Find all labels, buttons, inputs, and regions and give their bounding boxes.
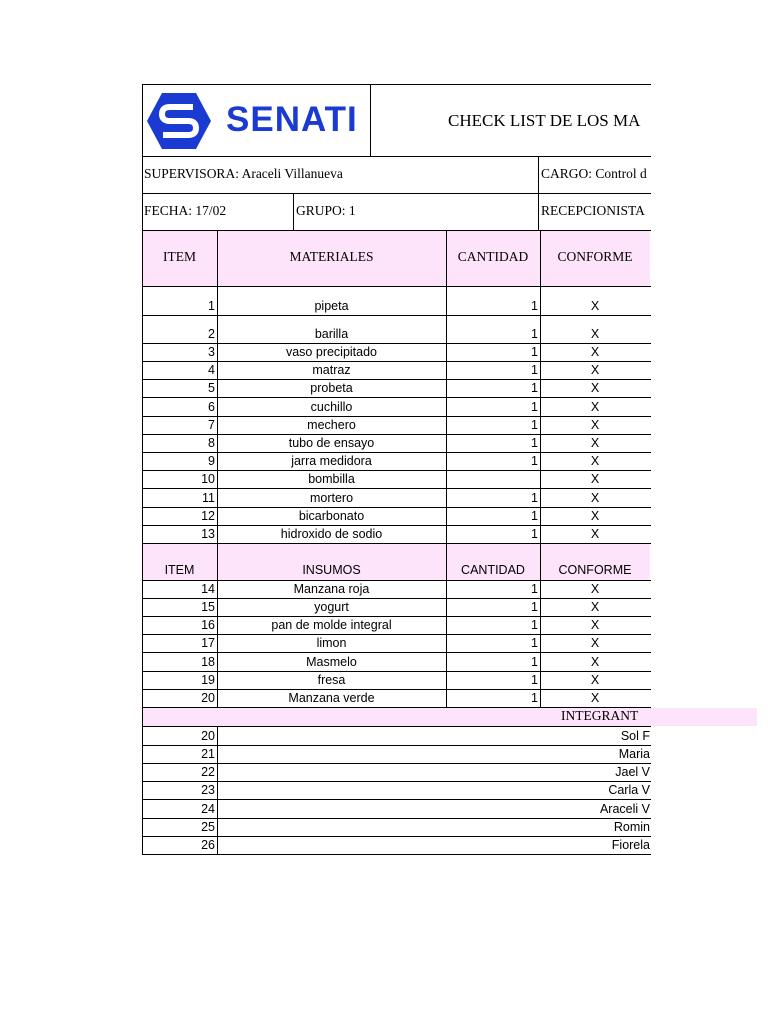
table-cell-conforme: X <box>590 381 600 395</box>
integrantes-header-cell <box>142 707 651 726</box>
col-line <box>540 230 541 544</box>
table-cell-member <box>218 819 650 836</box>
supervisor-label: SUPERVISORA: Araceli Villanueva <box>144 166 343 181</box>
table-cell-cantidad: 1 <box>531 600 538 614</box>
table-cell-name: probeta <box>310 381 353 395</box>
table-cell-conforme: X <box>590 491 600 505</box>
table-cell-item: 1 <box>208 299 215 313</box>
recepcionista-label: RECEPCIONISTA <box>541 203 645 218</box>
materiales-header-item: ITEM <box>163 249 196 264</box>
table-cell-member <box>218 837 650 854</box>
fecha-label: FECHA: 17/02 <box>144 203 227 218</box>
materiales-header-cantidad: CANTIDAD <box>457 249 529 264</box>
row-line <box>142 343 651 344</box>
table-cell-item: 2 <box>208 327 215 341</box>
row-line <box>142 488 651 489</box>
table-cell-conforme: X <box>590 691 600 705</box>
grupo-label: GRUPO: 1 <box>296 203 356 218</box>
table-cell-conforme: X <box>590 400 600 414</box>
member-name: Jael V <box>615 765 650 779</box>
table-cell-name: vaso precipitado <box>285 345 378 359</box>
table-cell-conforme: X <box>590 345 600 359</box>
table-cell-item: 25 <box>201 820 215 834</box>
insumos-header-name: INSUMOS <box>302 563 361 577</box>
table-cell-conforme: X <box>590 472 600 486</box>
cargo-cell <box>539 157 650 193</box>
row-line <box>142 286 651 287</box>
table-cell-name: hidroxido de sodio <box>280 527 383 541</box>
table-cell-name: bombilla <box>308 472 355 486</box>
col-line <box>217 230 218 544</box>
col-line <box>446 544 447 707</box>
materiales-header-name: MATERIALES <box>289 249 374 264</box>
table-cell-conforme: X <box>590 418 600 432</box>
row-line <box>142 580 651 581</box>
row-line <box>142 416 651 417</box>
table-cell-name: Manzana verde <box>288 691 375 705</box>
row-line <box>142 671 651 672</box>
row-line <box>142 689 651 690</box>
table-cell-item: 12 <box>201 509 215 523</box>
table-cell-item: 6 <box>208 400 215 414</box>
insumos-header-item: ITEM <box>164 563 195 577</box>
recepcionista-cell <box>539 194 650 230</box>
table-cell-cantidad: 1 <box>531 299 538 313</box>
member-name: Carla V <box>608 783 650 797</box>
member-name: Fiorela <box>611 838 650 852</box>
table-cell-item: 8 <box>208 436 215 450</box>
table-cell-member <box>218 764 650 781</box>
table-cell-conforme: X <box>590 673 600 687</box>
row-line <box>142 525 651 526</box>
table-cell-conforme: X <box>590 299 600 313</box>
table-cell-item: 23 <box>201 783 215 797</box>
table-cell-cantidad: 1 <box>531 509 538 523</box>
table-cell-cantidad: 1 <box>531 655 538 669</box>
row-line <box>142 452 651 453</box>
table-cell-cantidad: 1 <box>531 381 538 395</box>
insumos-header-conforme: CONFORME <box>558 563 632 577</box>
table-cell-cantidad: 1 <box>531 327 538 341</box>
table-cell-name: limon <box>316 636 347 650</box>
table-cell-cantidad: 1 <box>531 400 538 414</box>
table-cell-name: pan de molde integral <box>271 618 392 632</box>
table-cell-conforme: X <box>590 363 600 377</box>
member-name: Maria <box>618 747 650 761</box>
table-cell-item: 16 <box>201 618 215 632</box>
senati-logo <box>146 92 366 152</box>
table-cell-conforme: X <box>590 618 600 632</box>
table-cell-item: 26 <box>201 838 215 852</box>
row-line <box>142 379 651 380</box>
row-line <box>142 652 651 653</box>
table-cell-cantidad: 1 <box>531 345 538 359</box>
insumos-header-cantidad: CANTIDAD <box>461 563 525 577</box>
member-name: Romin <box>613 820 650 834</box>
table-cell-name: cuchillo <box>310 400 353 414</box>
row-line <box>142 507 651 508</box>
table-cell-name: bicarbonato <box>298 509 365 523</box>
table-cell-item: 17 <box>201 636 215 650</box>
table-cell-name: fresa <box>317 673 346 687</box>
document-title: CHECK LIST DE LOS MA <box>448 111 641 130</box>
row-line <box>142 315 651 316</box>
table-cell-name: pipeta <box>314 299 349 313</box>
table-cell-item: 22 <box>201 765 215 779</box>
table-cell-cantidad: 1 <box>531 636 538 650</box>
col-line <box>293 193 294 230</box>
col-line <box>217 544 218 707</box>
title-cell <box>371 84 650 156</box>
table-cell-name: tubo de ensayo <box>288 436 375 450</box>
table-cell-name: yogurt <box>314 600 349 614</box>
table-cell-item: 3 <box>208 345 215 359</box>
table-cell-item: 24 <box>201 802 215 816</box>
table-cell-conforme: X <box>590 636 600 650</box>
logo-text: SENATI <box>226 100 358 139</box>
table-cell-name: barilla <box>314 327 349 341</box>
col-line <box>446 230 447 544</box>
integrantes-header: INTEGRANT <box>561 708 639 723</box>
row-line <box>142 598 651 599</box>
col-line <box>540 544 541 707</box>
materiales-header-conforme: CONFORME <box>557 249 633 264</box>
table-cell-member <box>218 727 650 745</box>
row-line <box>142 854 651 855</box>
table-cell-cantidad: 1 <box>531 527 538 541</box>
table-cell-item: 20 <box>201 691 215 705</box>
table-cell-conforme: X <box>590 655 600 669</box>
table-cell-cantidad: 1 <box>531 691 538 705</box>
table-cell-name: Masmelo <box>306 655 357 669</box>
table-cell-item: 20 <box>201 729 215 743</box>
row-line <box>142 397 651 398</box>
table-cell-name: mortero <box>309 491 354 505</box>
table-cell-member <box>218 746 650 763</box>
table-cell-item: 15 <box>201 600 215 614</box>
table-cell-item: 13 <box>201 527 215 541</box>
table-cell-item: 21 <box>201 747 215 761</box>
row-line <box>142 634 651 635</box>
table-cell-item: 4 <box>208 363 215 377</box>
table-cell-conforme: X <box>590 600 600 614</box>
table-cell-item: 19 <box>201 673 215 687</box>
table-cell-conforme: X <box>590 454 600 468</box>
table-cell-name: matraz <box>312 363 351 377</box>
table-cell-cantidad: 1 <box>531 418 538 432</box>
table-cell-name: mechero <box>307 418 356 432</box>
table-cell-cantidad: 1 <box>531 618 538 632</box>
table-cell-item: 7 <box>208 418 215 432</box>
table-cell-item: 9 <box>208 454 215 468</box>
senati-logo-icon <box>146 92 212 150</box>
row-line <box>142 361 651 362</box>
table-cell-cantidad: 1 <box>531 454 538 468</box>
table-cell-item: 14 <box>201 582 215 596</box>
table-cell-cantidad: 1 <box>531 582 538 596</box>
table-cell-member <box>218 782 650 799</box>
table-cell-conforme: X <box>590 509 600 523</box>
table-cell-item: 11 <box>202 491 215 505</box>
row-line <box>142 434 651 435</box>
member-name: Sol F <box>620 729 650 743</box>
table-cell-name: Manzana roja <box>293 582 370 596</box>
table-cell-member <box>218 800 650 818</box>
table-cell-conforme: X <box>590 582 600 596</box>
table-cell-item: 18 <box>201 655 215 669</box>
row-line <box>142 470 651 471</box>
table-cell-conforme: X <box>590 527 600 541</box>
table-cell-cantidad: 1 <box>531 436 538 450</box>
member-name: Araceli V <box>599 802 650 816</box>
table-cell-cantidad: 1 <box>531 491 538 505</box>
cargo-label: CARGO: Control d <box>541 166 647 181</box>
col-line <box>217 726 218 854</box>
table-cell-cantidad: 1 <box>531 673 538 687</box>
table-cell-item: 10 <box>201 472 215 486</box>
table-cell-name: jarra medidora <box>291 454 372 468</box>
row-line <box>142 616 651 617</box>
table-cell-conforme: X <box>590 327 600 341</box>
table-cell-cantidad: 1 <box>531 363 538 377</box>
table-cell-conforme: X <box>590 436 600 450</box>
table-cell-item: 5 <box>208 381 215 395</box>
